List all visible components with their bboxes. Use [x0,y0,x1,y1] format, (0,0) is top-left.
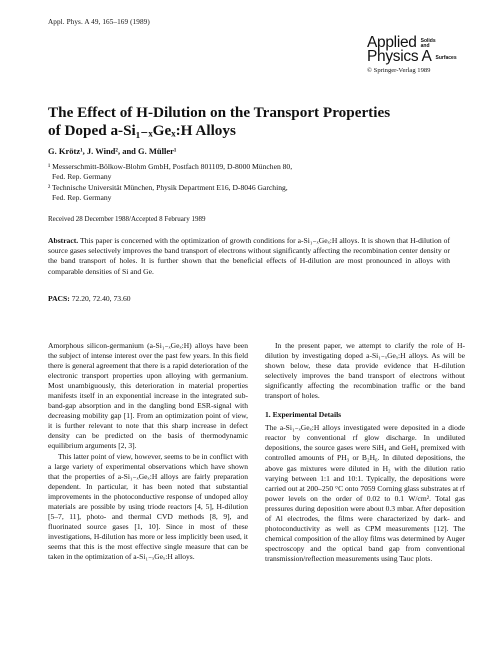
body-column-right [265,341,465,564]
title-line-1: The Effect of H-Dilution on the Transport Properties [48,104,391,121]
logo-row-2 [367,50,479,64]
abstract [48,236,450,277]
affiliation-2-line-2: Fed. Rep. Germany [52,193,112,202]
affiliation-2-line-1: ² Technische Universität München, Physik Department E16, D-8046 Garching, [48,183,288,192]
paragraph-present-paper: In the present paper, we attempt to clarify the role of H-dilution by investigating doped a-Si₁₋ₓGeₓ:H alloys. As will be shown below, these data provide evidence that H-dilution selectively improves the band transport of electrons without significantly affecting the recombination traffic or the band transport of holes. [265,341,465,401]
affiliation-2 [48,183,448,203]
journal-citation: Appl. Phys. A 49, 165–169 (1989) [48,18,150,26]
logo-sub-solids: Solids [420,38,436,44]
logo-sub-and: and [420,43,430,50]
pacs-label: PACS: [48,294,70,303]
section-heading-experimental: 1. Experimental Details [265,410,342,420]
affiliation-1-line-2: Fed. Rep. Germany [52,172,112,181]
title-line-2: of Doped a-Si₁₋ₓGeₓ:H Alloys [48,122,236,139]
copyright-notice: © Springer-Verlag 1989 [367,67,431,74]
author-list: G. Krötz¹, J. Wind², and G. Müller¹ [48,146,177,156]
body-column-left [48,341,248,562]
pacs-codes [48,294,131,303]
received-date: Received 28 December 1988/Accepted 8 February 1989 [48,215,206,223]
paragraph-experimental: The a-Si₁₋ₓGeₓ:H alloys investigated were deposited in a diode reactor by conventional rf glow discharge. In undiluted depositions, the source gases were SiH₄ and GeH₄ premixed with controlled amounts of PH₃ or B₂H₆. In diluted depositions, the above gas mixtures were diluted in H₂ with the dilution ratio varying between 1:1 and 10:1. Typically, the depositions were carried out at 200–250 °C onto 7059 Corning glass substrates at rf power levels on the order of 0.02 to 0.1 W/cm². Total gas pressures during deposition were about 0.3 mbar. After deposition of Al electrodes, the films were characterized by dark- and photoconductivity as well as CPM measurements [12]. The chemical composition of the alloy films was determined by Auger spectroscopy and the optical band gap from conventional transmission/reflection measurements using Tauc plots. [265,423,465,563]
logo-word-applied: Applied [367,34,417,51]
logo-word-physics-a: Physics A [367,48,432,65]
pacs-values: 72.20, 72.40, 73.60 [71,294,131,303]
journal-logo [367,36,479,82]
abstract-text: This paper is concerned with the optimization of growth conditions for a-Si₁₋ₓGeₓ:H alloys. It is shown that H-dilution of source gases selectively improves the band transport of electrons without significantly affecting the recombination center density or the band transport of holes. It is further shown that the beneficial effects of H-dilution are most pronounced in alloys with comparable densities of Si and Ge. [48,236,450,276]
affiliation-1 [48,162,448,182]
paragraph-conflict: This latter point of view, however, seems to be in conflict with a large variety of experimental observations which have shown that the properties of a-Si₁₋ₓGeₓ:H alloys are fairly preparation dependent. In particular, it has been noted that substantial improvements in the photoconductive response of undoped alloy materials are possible by using triode reactors [4, 5], H-dilution [5–7, 11], photo- and thermal CVD methods [8, 9], and fluorinated source gases [1, 10]. Since in most of these investigations, H-dilution has more or less implicitly been used, it seems that this is the most effective single measure that can be taken in the optimization of a-Si₁₋ₓGeₓ:H alloys. [48,451,248,561]
abstract-label: Abstract. [48,236,79,245]
logo-sub-surfaces: Surfaces [435,55,457,61]
affiliation-1-line-1: ¹ Messerschmitt-Bölkow-Blohm GmbH, Postfach 801109, D-8000 München 80, [48,162,293,171]
article-title [48,104,468,140]
paragraph-intro: Amorphous silicon-germanium (a-Si₁₋ₓGeₓ:H) alloys have been the subject of intense interest over the past few years. In this field there is general agreement that there is a rapid deterioration of the electronic transport properties upon alloying with germanium. Most unambiguously, this deterioration in material properties manifests itself in an exponential increase in the integrated sub-band-gap absorption and in the dangling bond ESR-signal with decreasing mobility gap [1]. From an optimization point of view, it is further relevant to note that this sharp increase in defect density can be predicted on the basis of thermodynamic equilibrium arguments [2, 3]. [48,341,248,451]
